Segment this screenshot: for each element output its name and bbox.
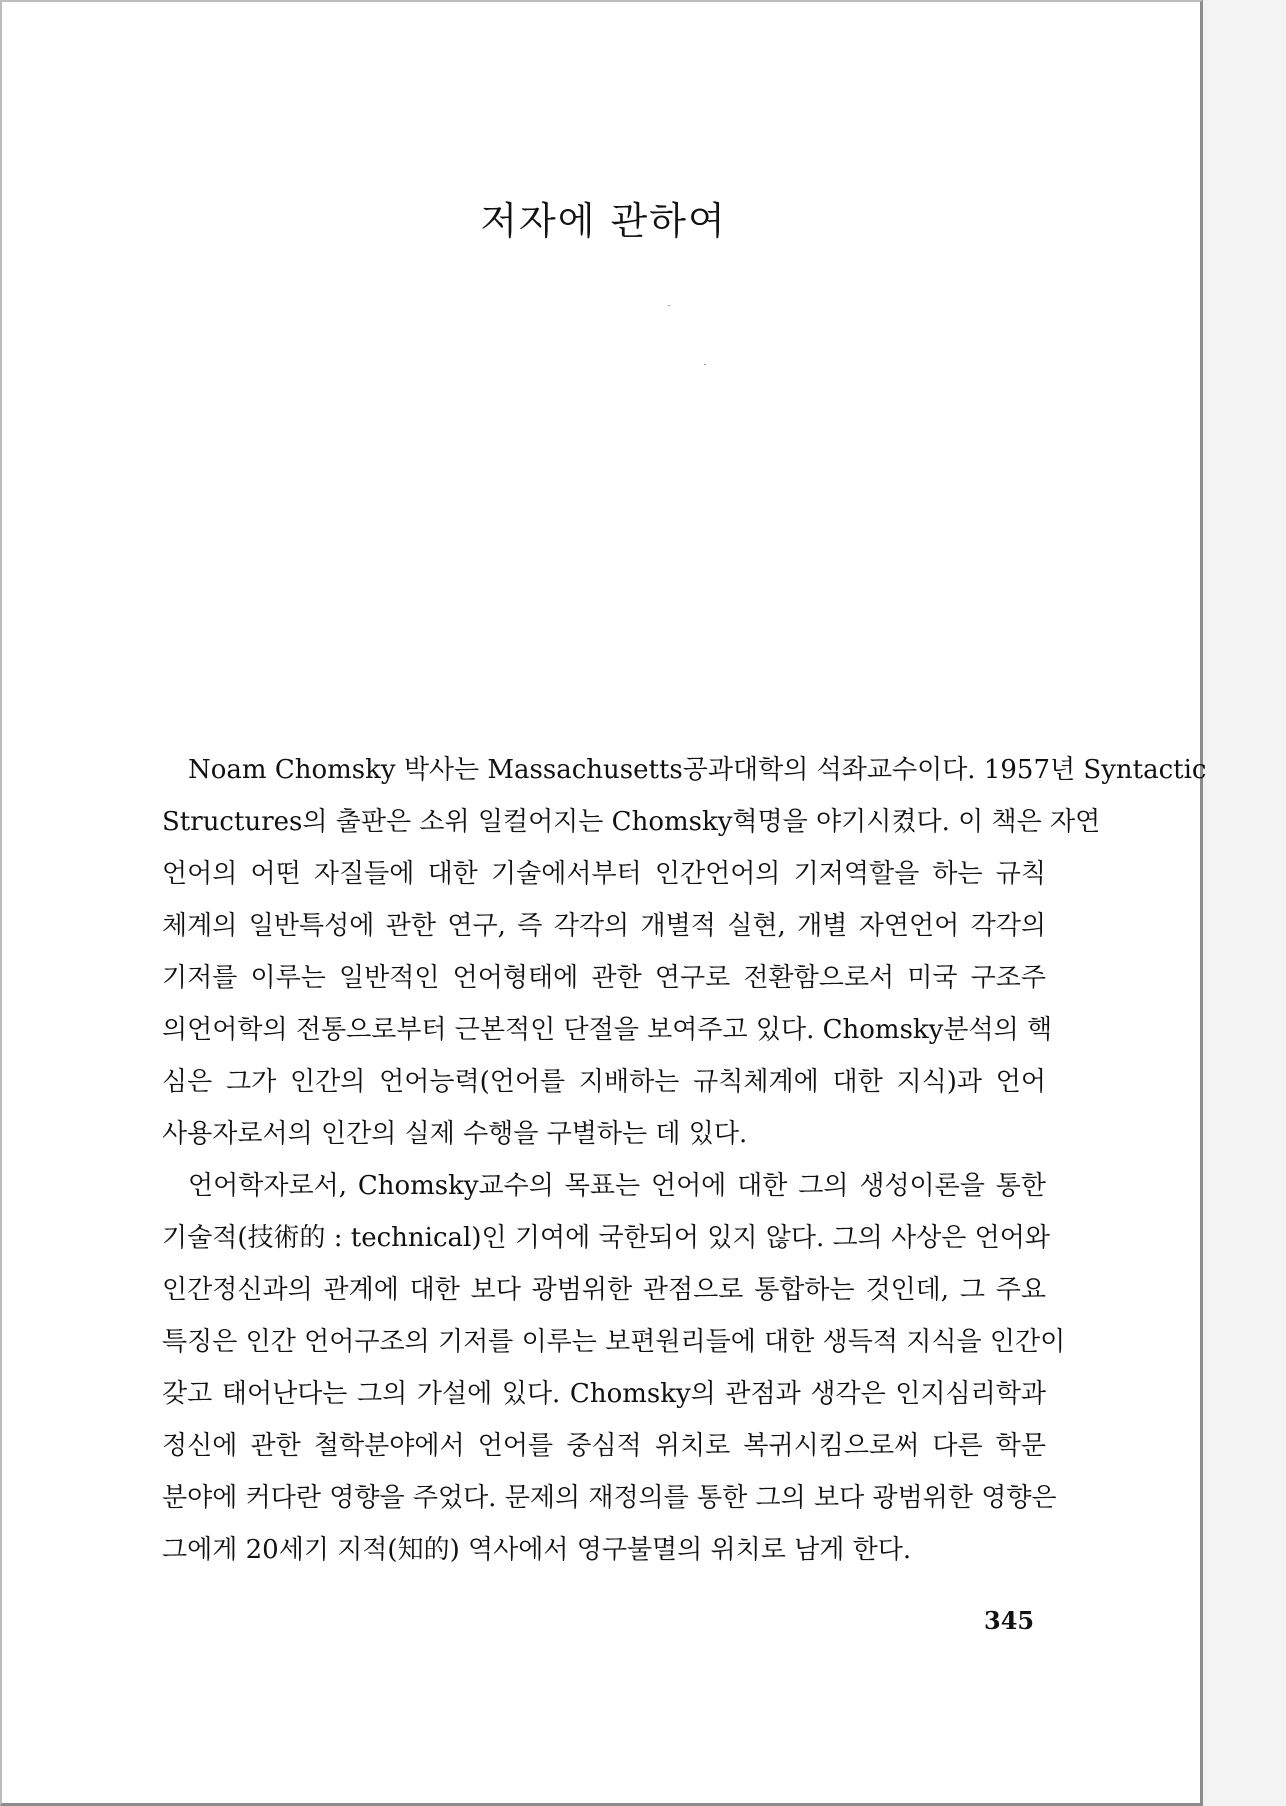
paragraph-line: 체계의 일반특성에 관한 연구, 즉 각각의 개별적 실현, 개별 자연언어 각각의 [162, 911, 1046, 941]
paragraph-line: 분야에 커다란 영향을 주었다. 문제의 재정의를 통한 그의 보다 광범위한 영향은 [162, 1483, 1057, 1513]
paragraph-line: 기술적(技術的 : technical)인 기여에 국한되어 있지 않다. 그의 사상은 언어와 [162, 1223, 1050, 1253]
scan-speck [668, 305, 670, 306]
paragraph-line: 갖고 태어난다는 그의 가설에 있다. Chomsky의 관점과 생각은 인지심리학과 [162, 1379, 1046, 1409]
scan-speck [704, 364, 706, 365]
paragraph-line: 인간정신과의 관계에 대한 보다 광범위한 관점으로 통합하는 것인데, 그 주요 [162, 1275, 1046, 1305]
paragraph-line: 정신에 관한 철학분야에서 언어를 중심적 위치로 복귀시킴으로써 다른 학문 [162, 1431, 1046, 1461]
paragraph-line: Noam Chomsky 박사는 Massachusetts공과대학의 석좌교수이다. 1957년 Syntactic [188, 755, 1207, 785]
paragraph-line: 기저를 이루는 일반적인 언어형태에 관한 연구로 전환함으로서 미국 구조주 [162, 963, 1046, 993]
paragraph-line: 특징은 인간 언어구조의 기저를 이루는 보편원리들에 대한 생득적 지식을 인간이 [162, 1327, 1066, 1357]
paragraph-line: 사용자로서의 인간의 실제 수행을 구별하는 데 있다. [162, 1119, 748, 1149]
page-title: 저자에 관하여 [480, 199, 727, 243]
paragraph-line: 의언어학의 전통으로부터 근본적인 단절을 보여주고 있다. Chomsky분석의 핵 [162, 1015, 1053, 1045]
paragraph-line: 언어학자로서, Chomsky교수의 목표는 언어에 대한 그의 생성이론을 통한 [188, 1171, 1046, 1201]
paragraph-line: 언어의 어떤 자질들에 대한 기술에서부터 인간언어의 기저역할을 하는 규칙 [162, 859, 1046, 889]
paragraph-line: 그에게 20세기 지적(知的) 역사에서 영구불멸의 위치로 남게 한다. [162, 1535, 912, 1565]
body-text [162, 744, 1207, 1576]
paragraph-line: 심은 그가 인간의 언어능력(언어를 지배하는 규칙체계에 대한 지식)과 언어 [162, 1067, 1046, 1097]
page-number: 345 [984, 1606, 1035, 1635]
paragraph-line: Structures의 출판은 소위 일컬어지는 Chomsky혁명을 야기시켰다. 이 책은 자연 [162, 807, 1101, 837]
viewer-margin [1206, 0, 1286, 1806]
